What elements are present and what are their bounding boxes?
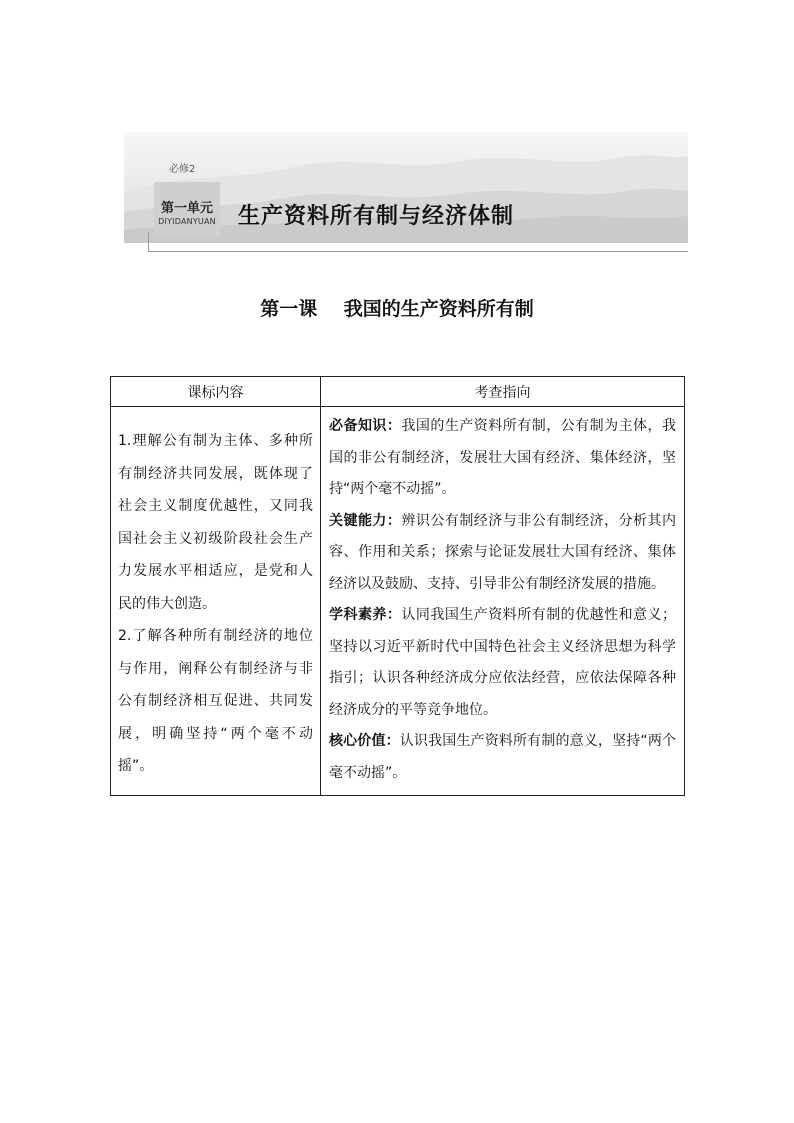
- header-curriculum-content: 课标内容: [111, 377, 321, 407]
- table-header-row: [111, 377, 685, 407]
- unit-title: 生产资料所有制与经济体制: [238, 204, 515, 229]
- exam-focus-label: 核心价值：: [329, 733, 400, 749]
- curriculum-item: 2.了解各种所有制经济的地位与作用，阐释公有制经济与非公有制经济相互促进、共同发展，明确坚持“两个毫不动摇”。: [118, 628, 313, 774]
- exam-focus-text: 认识我国生产资料所有制的意义，坚持“两个毫不动摇”。: [329, 733, 676, 781]
- exam-focus-text: 认同我国生产资料所有制的优越性和意义；坚持以习近平新时代中国特色社会主义经济思想为科学指引；认识各种经济成分应依法经营，应依法保障各种经济成分的平等竞争地位。: [329, 607, 677, 718]
- table-row: [111, 407, 685, 796]
- exam-focus-label: 必备知识：: [329, 418, 402, 434]
- unit-name: 第一单元: [160, 201, 213, 216]
- volume-label: 必修2: [169, 164, 196, 175]
- exam-focus-item: [329, 726, 676, 789]
- exam-focus-text: 我国的生产资料所有制，公有制为主体，我国的非公有制经济，发展壮大国有经济、集体经济，坚持“两个毫不动摇”。: [329, 418, 677, 497]
- exam-focus-item: [329, 506, 676, 601]
- curriculum-item: 1.理解公有制为主体、多种所有制经济共同发展，既体现了社会主义制度优越性，又同我国社会主义初级阶段社会生产力发展水平相适应，是党和人民的伟大创造。: [118, 433, 313, 612]
- unit-pinyin: DIYIDANYUAN: [158, 217, 216, 226]
- unit-badge: [154, 182, 220, 236]
- curriculum-table: [110, 376, 685, 796]
- header-exam-focus: 考查指向: [321, 377, 685, 407]
- banner-divider-vertical: [148, 232, 149, 252]
- exam-focus-cell: [321, 407, 685, 796]
- unit-banner: [124, 132, 688, 243]
- exam-focus-label: 学科素养：: [329, 607, 402, 623]
- lesson-title: 第一课 我国的生产资料所有制: [260, 298, 534, 320]
- exam-focus-label: 关键能力：: [329, 512, 402, 529]
- exam-focus-text: 辨识公有制经济与非公有制经济，分析其内容、作用和关系；探索与论证发展壮大国有经济、集体经济以及鼓励、支持、引导非公有制经济发展的措施。: [329, 512, 677, 592]
- exam-focus-item: [329, 411, 676, 506]
- curriculum-content-cell: [111, 407, 321, 796]
- exam-focus-item: [329, 600, 676, 726]
- banner-divider-horizontal: [148, 251, 688, 252]
